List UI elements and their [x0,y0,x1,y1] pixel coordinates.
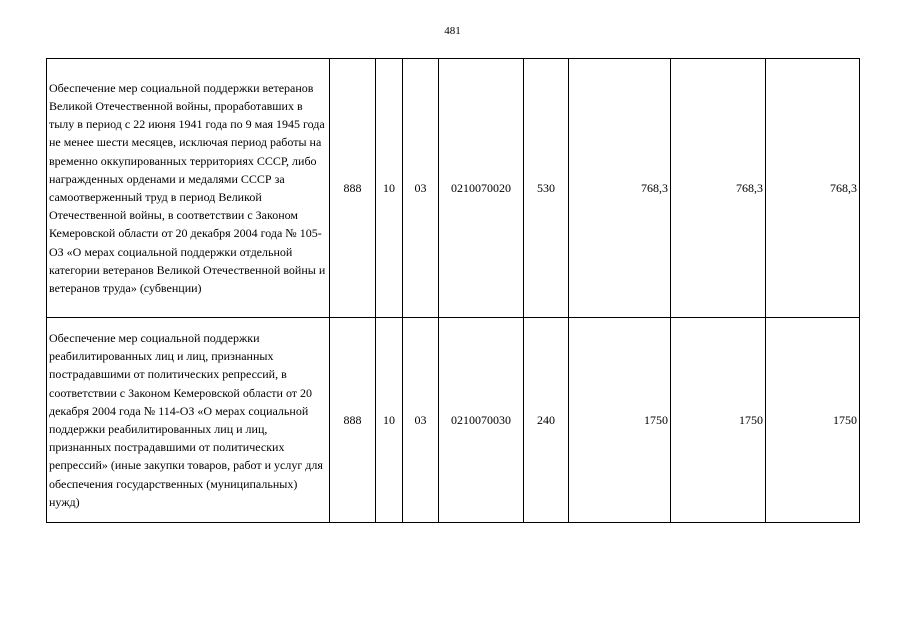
section-code-cell: 10 [376,59,403,318]
target-article-cell: 0210070030 [439,318,524,523]
amount-2-cell: 768,3 [671,59,766,318]
amount-1-cell: 768,3 [569,59,671,318]
subsection-code-cell: 03 [403,59,439,318]
ministry-code-cell: 888 [330,59,376,318]
target-article-cell: 0210070020 [439,59,524,318]
amount-2-cell: 1750 [671,318,766,523]
ministry-code-cell: 888 [330,318,376,523]
description-cell: Обеспечение мер социальной поддержки реабилитированных лиц и лиц, признанных пострадавшими от политических репрессий, в соответствии с Законом Кемеровской области от 20 декабря 2004 года № 114-ОЗ «О мерах социальной поддержки реабилитированных лиц и лиц, признанных пострадавшими от политических репрессий» (иные закупки товаров, работ и услуг для обеспечения государственных (муниципальных) нужд) [47,318,330,523]
subsection-code-cell: 03 [403,318,439,523]
description-cell: Обеспечение мер социальной поддержки ветеранов Великой Отечественной войны, проработавших в тылу в период с 22 июня 1941 года по 9 мая 1945 года не менее шести месяцев, исключая период работы на временно оккупированных территориях СССР, либо награжденных орденами и медалями СССР за самоотверженный труд в период Великой Отечественной войны, в соответствии с Законом Кемеровской области от 20 декабря 2004 года № 105-ОЗ «О мерах социальной поддержки отдельной категории ветеранов Великой Отечественной войны и ветеранов труда» (субвенции) [47,59,330,318]
amount-1-cell: 1750 [569,318,671,523]
page-number: 481 [444,25,461,37]
amount-3-cell: 768,3 [766,59,860,318]
table-row [47,59,860,318]
section-code-cell: 10 [376,318,403,523]
table-row [47,318,860,523]
expense-type-cell: 240 [524,318,569,523]
expense-type-cell: 530 [524,59,569,318]
budget-table [46,58,860,523]
amount-3-cell: 1750 [766,318,860,523]
